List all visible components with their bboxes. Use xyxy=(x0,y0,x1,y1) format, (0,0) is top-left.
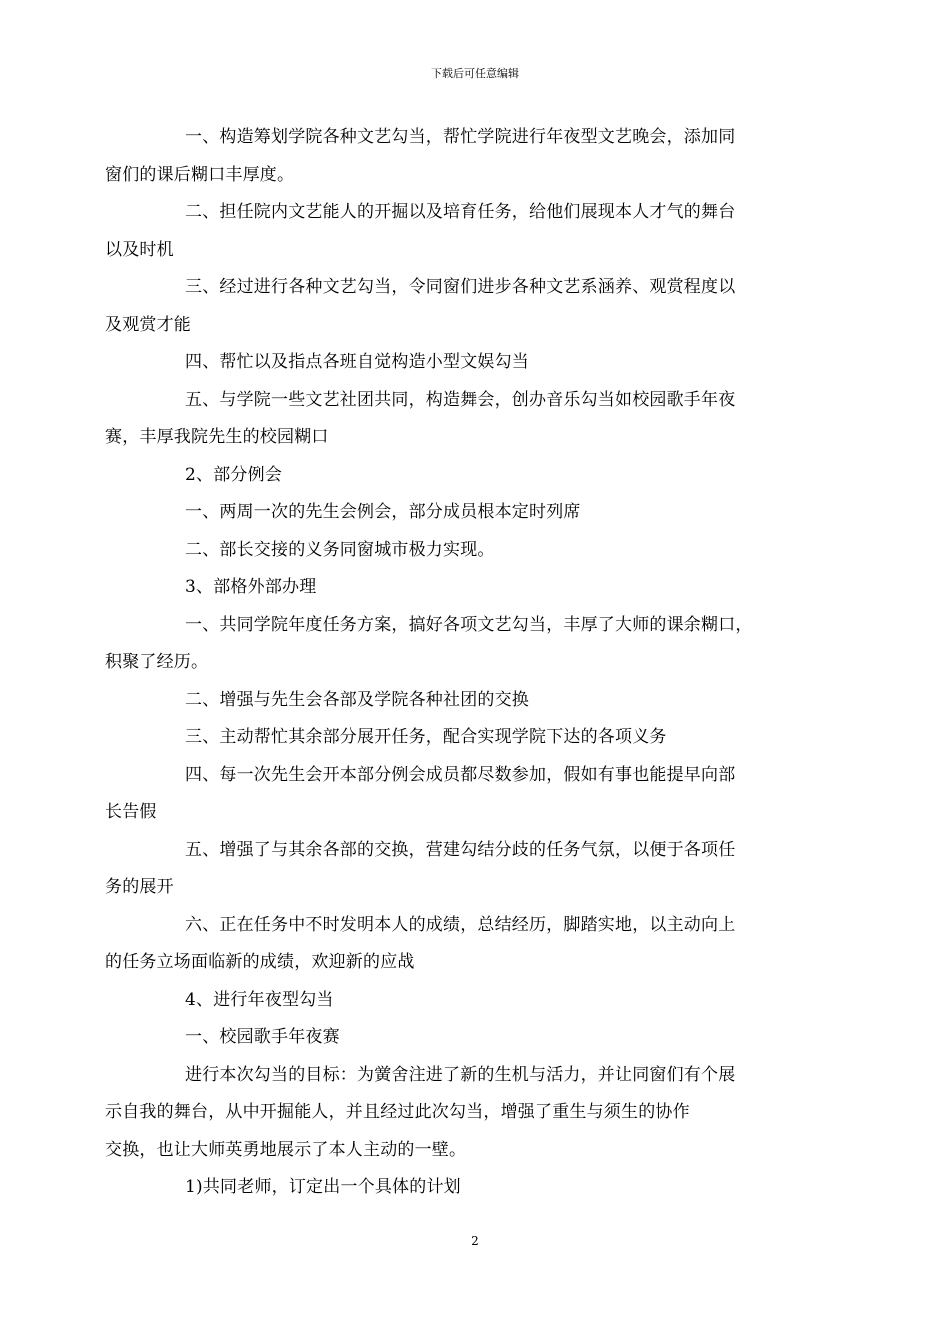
paragraph xyxy=(145,719,810,757)
paragraph xyxy=(145,1019,810,1057)
paragraph-line: 的任务立场面临新的成绩，欢迎新的应战 xyxy=(105,952,415,972)
paragraph-line: 交换，也让大师英勇地展示了本人主动的一壁。 xyxy=(105,1139,467,1160)
paragraph-line: 五、与学院一些文艺社团共同，构造舞会，创办音乐勾当如校园歌手年夜 xyxy=(185,389,736,410)
paragraph-line: 六、正在任务中不时发明本人的成绩，总结经历，脚踏实地，以主动向上 xyxy=(185,914,736,935)
paragraph-line: 长告假 xyxy=(105,802,157,822)
page-header: 下载后可任意编辑 xyxy=(431,67,519,80)
paragraph xyxy=(105,194,810,269)
paragraph-line: 二、增强与先生会各部及学院各种社团的交换 xyxy=(185,689,529,710)
paragraph xyxy=(105,1057,810,1170)
paragraph-line: 示自我的舞台，从中开掘能人，并且经过此次勾当，增强了重生与须生的协作 xyxy=(105,1102,690,1122)
paragraph-line: 四、帮忙以及指点各班自觉构造小型文娱勾当 xyxy=(185,352,529,372)
paragraph-line: 进行本次勾当的目标：为黉舍注进了新的生机与活力，并让同窗们有个展 xyxy=(185,1064,736,1085)
paragraph-line: 一、校园歌手年夜赛 xyxy=(185,1027,340,1047)
paragraph-line: 一、共同学院年度任务方案，搞好各项文艺勾当，丰厚了大师的课余糊口， xyxy=(185,614,753,635)
paragraph-line: 赛，丰厚我院先生的校园糊口 xyxy=(105,427,329,447)
paragraph xyxy=(105,119,810,194)
page-number: 2 xyxy=(471,1234,479,1248)
paragraph-line: 窗们的课后糊口丰厚度。 xyxy=(105,164,295,185)
paragraph xyxy=(145,344,810,382)
paragraph-line: 一、构造筹划学院各种文艺勾当，帮忙学院进行年夜型文艺晚会，添加同 xyxy=(185,127,736,147)
paragraph-line: 一、两周一次的先生会例会，部分成员根本定时列席 xyxy=(185,502,581,522)
paragraph xyxy=(145,682,810,720)
paragraph xyxy=(145,494,810,532)
paragraph-line: 以及时机 xyxy=(105,239,174,260)
paragraph-line: 二、担任院内文艺能人的开掘以及培育任务，给他们展现本人才气的舞台 xyxy=(185,202,736,222)
paragraph xyxy=(145,982,810,1020)
paragraph-line: 4、进行年夜型勾当 xyxy=(185,989,334,1010)
paragraph xyxy=(145,569,810,607)
document-body xyxy=(105,119,810,1207)
paragraph-line: 务的展开 xyxy=(105,877,174,897)
paragraph xyxy=(145,457,810,495)
paragraph-line: 三、主动帮忙其余部分展开任务，配合实现学院下达的各项义务 xyxy=(185,727,667,747)
paragraph xyxy=(105,907,810,982)
paragraph-line: 3、部格外部办理 xyxy=(185,577,317,597)
paragraph-line: 五、增强了与其余各部的交换，营建勾结分歧的任务气氛，以便于各项任 xyxy=(185,839,736,860)
paragraph xyxy=(105,382,810,457)
paragraph xyxy=(105,757,810,832)
paragraph xyxy=(105,832,810,907)
paragraph-line: 积聚了经历。 xyxy=(105,652,209,672)
paragraph-line: 1)共同老师，订定出一个具体的计划 xyxy=(185,1177,461,1197)
paragraph xyxy=(145,532,810,570)
paragraph xyxy=(105,269,810,344)
paragraph xyxy=(145,1169,810,1207)
paragraph-line: 及观赏才能 xyxy=(105,314,191,335)
paragraph-line: 四、每一次先生会开本部分例会成员都尽数参加，假如有事也能提早向部 xyxy=(185,764,736,785)
paragraph-line: 三、经过进行各种文艺勾当，令同窗们进步各种文艺系涵养、观赏程度以 xyxy=(185,277,736,297)
paragraph-line: 2、部分例会 xyxy=(185,464,283,485)
paragraph xyxy=(105,607,810,682)
paragraph-line: 二、部长交接的义务同窗城市极力实现。 xyxy=(185,539,495,560)
